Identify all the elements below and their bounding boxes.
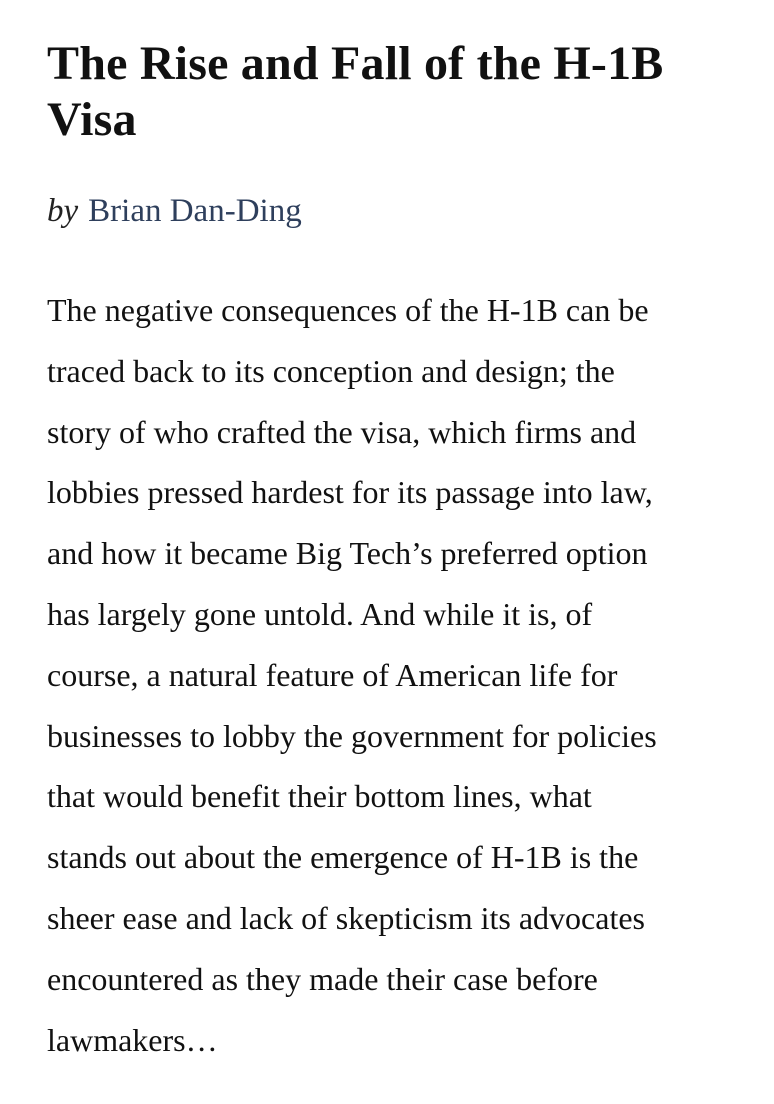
body-line: lobbies pressed hardest for its passage into law, [47,474,653,511]
article-title-line: The Rise and Fall of the H-1B [47,37,664,90]
body-line: encountered as they made their case before [47,960,598,997]
body-line: sheer ease and lack of skepticism its advocates [47,899,645,936]
byline [47,191,769,231]
body-line: has largely gone untold. And while it is, of [47,595,593,632]
body-line: stands out about the emergence of H-1B is the [47,839,639,876]
body-line: and how it became Big Tech’s preferred option [47,535,648,572]
article-title-line: Visa [47,93,137,146]
body-line: lawmakers… [47,1021,218,1058]
byline-prefix: by [47,193,79,229]
body-line: story of who crafted the visa, which firms and [47,413,637,450]
body-line: businesses to lobby the government for policies [47,717,657,754]
article-body [47,280,769,1070]
body-line: course, a natural feature of American life for [47,656,618,693]
body-line: that would benefit their bottom lines, what [47,778,592,815]
author-link[interactable]: Brian Dan-Ding [88,193,302,229]
body-line: traced back to its conception and design; the [47,352,615,389]
article-title [47,0,769,148]
body-line: The negative consequences of the H-1B can be [47,292,649,328]
article [47,0,769,1070]
